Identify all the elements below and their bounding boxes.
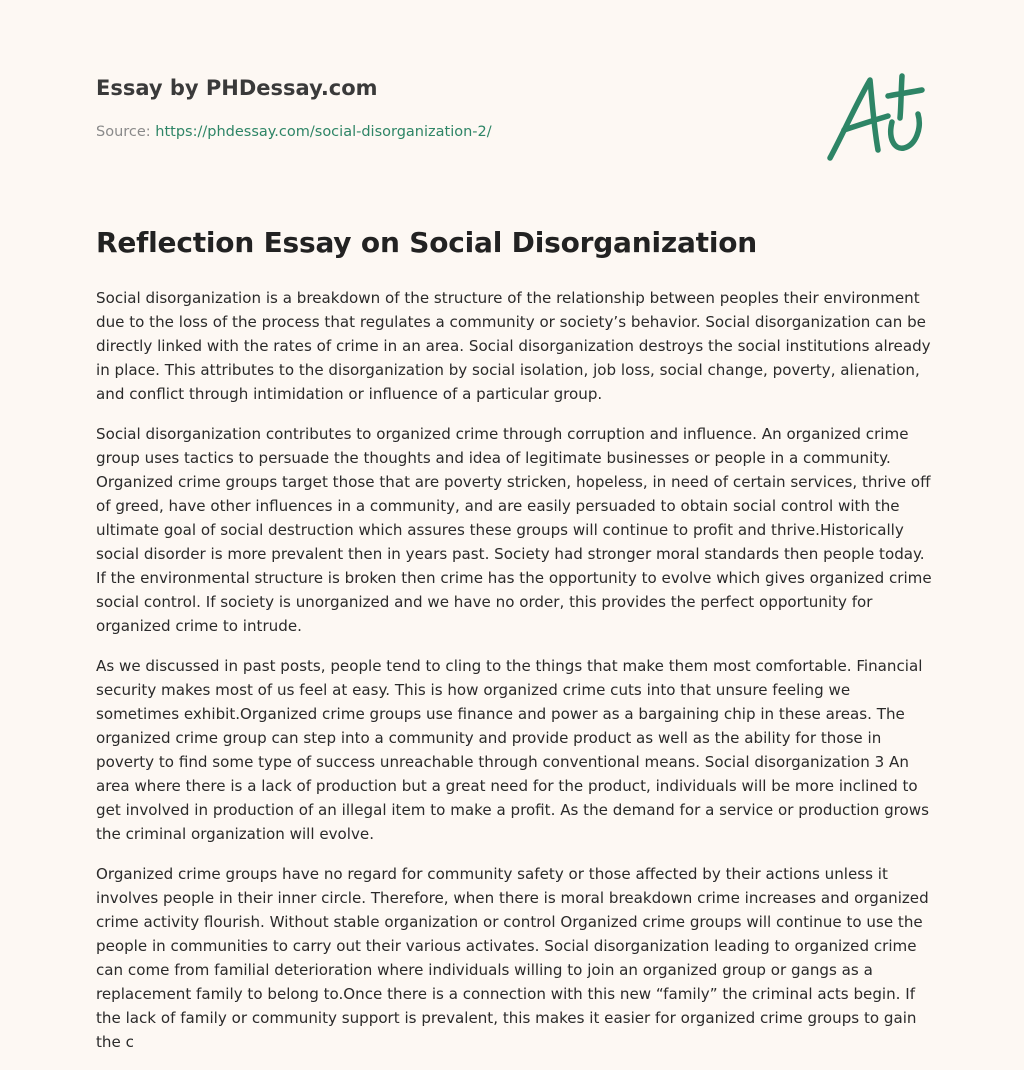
a-plus-logo-icon <box>822 66 932 166</box>
source-link[interactable]: https://phdessay.com/social-disorganization-2/ <box>155 124 492 140</box>
essay-paragraph: Organized crime groups have no regard for community safety or those affected by their actions unless it involves people in their inner circle. Therefore, when there is moral breakdown crime increases and organized crime activity flourish. Without stable organization or control Organized crime groups will continue to use the people in communities to carry out their various activates. Social disorganization leading to organized crime can come from familial deterioration where individuals willing to join an organized group or gangs as a replacement family to belong to.Once there is a connection with this new “family” the criminal acts begin. If the lack of family or community support is prevalent, this makes it easier for organized crime groups to gain the c <box>96 865 929 1051</box>
source-line <box>96 124 492 140</box>
essay-paragraph: Social disorganization contributes to organized crime through corruption and influence. An organized crime group uses tactics to persuade the thoughts and idea of legitimate businesses or people in a community. Organized crime groups target those that are poverty stricken, hopeless, in need of certain services, thrive off of greed, have other influences in a community, and are easily persuaded to obtain social control with the ultimate goal of social destruction which assures these groups will continue to profit and thrive.Historically social disorder is more prevalent then in years past. Society had stronger moral standards then people today. If the environmental structure is broken then crime has the opportunity to evolve which gives organized crime social control. If society is unorganized and we have no order, this provides the perfect opportunity for organized crime to intrude. <box>96 425 932 635</box>
site-name: Essay by PHDessay.com <box>96 76 378 100</box>
source-label: Source: <box>96 124 151 140</box>
essay-paragraph: As we discussed in past posts, people tend to cling to the things that make them most comfortable. Financial security makes most of us feel at easy. This is how organized crime cuts into that unsure feeling we sometimes exhibit.Organized crime groups use finance and power as a bargaining chip in these areas. The organized crime group can step into a community and provide product as well as the ability for those in poverty to find some type of success unreachable through conventional means. Social disorganization 3 An area where there is a lack of production but a great need for the product, individuals will be more inclined to get involved in production of an illegal item to make a profit. As the demand for a service or production grows the criminal organization will evolve. <box>96 657 929 843</box>
essay-body <box>96 286 932 1070</box>
essay-paragraph: Social disorganization is a breakdown of the structure of the relationship between peoples their environment due to the loss of the process that regulates a community or society’s behavior. Social disorganization can be directly linked with the rates of crime in an area. Social disorganization destroys the social institutions already in place. This attributes to the disorganization by social isolation, job loss, social change, poverty, alienation, and conflict through intimidation or influence of a particular group. <box>96 289 931 403</box>
essay-title: Reflection Essay on Social Disorganization <box>96 226 758 259</box>
